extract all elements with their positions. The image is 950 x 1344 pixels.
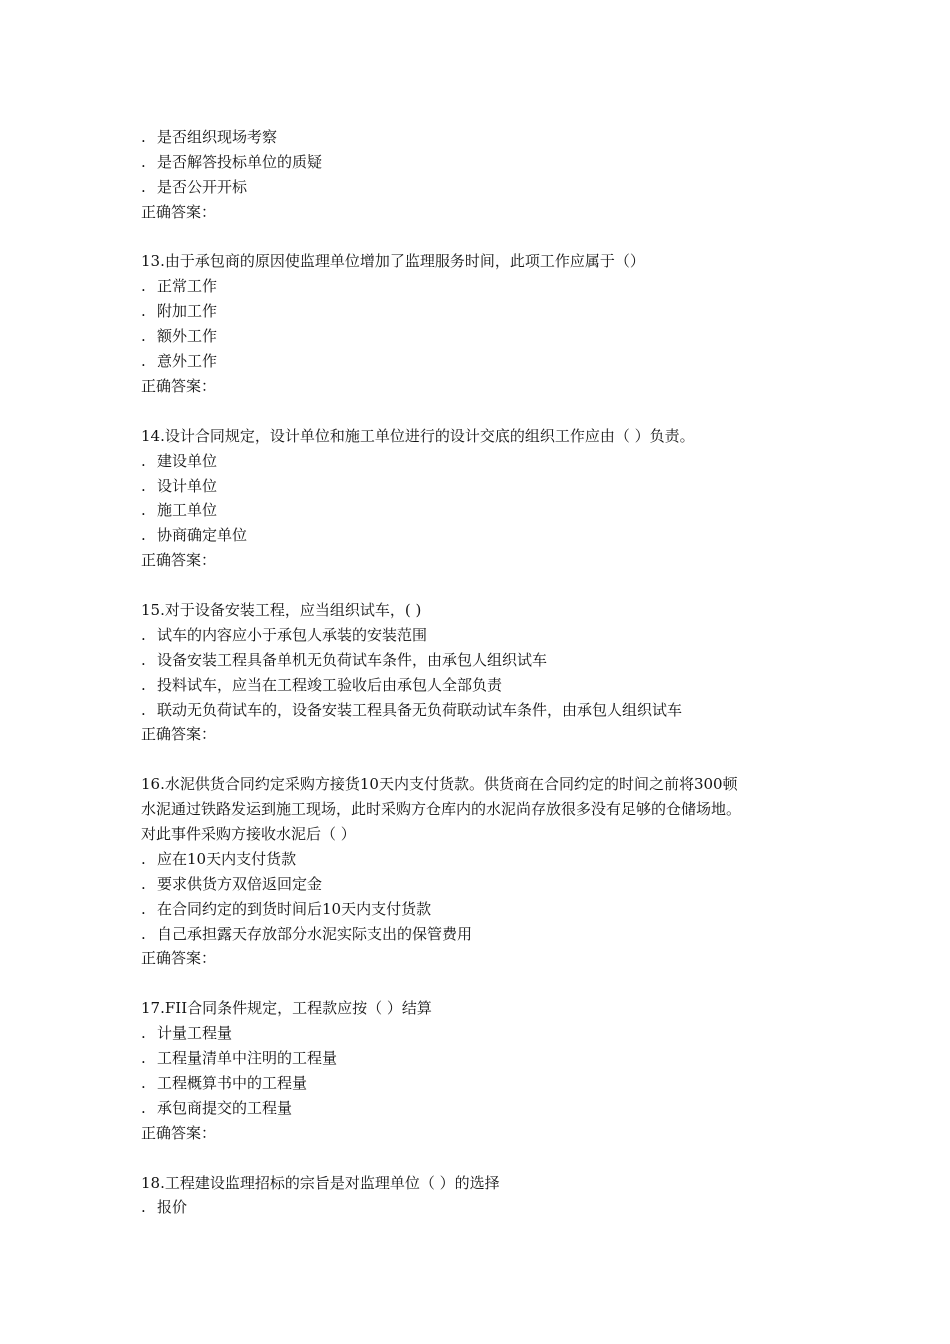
question-text: 16.水泥供货合同约定采购方接货10天内支付货款。供货商在合同约定的时间之前将300顿 xyxy=(141,775,738,794)
option-line: . 协商确定单位 xyxy=(141,526,248,545)
option-line: . 施工单位 xyxy=(141,501,218,520)
spacer xyxy=(141,225,821,250)
answer-label: 正确答案： xyxy=(141,551,217,570)
option-line: . 自己承担露天存放部分水泥实际支出的保管费用 xyxy=(141,924,473,943)
question-text: 17.FII合同条件规定，工程款应按（ ）结算 xyxy=(141,999,432,1018)
option-line: . 投料试车，应当在工程竣工验收后由承包人全部负责 xyxy=(141,675,503,694)
option-line: . 正常工作 xyxy=(141,277,218,296)
option-line: . 应在10天内支付货款 xyxy=(141,849,297,868)
answer-label: 正确答案： xyxy=(141,1123,217,1142)
option-line: . 是否解答投标单位的质疑 xyxy=(141,152,323,171)
option-line: . 附加工作 xyxy=(141,302,218,321)
question-text: 15.对于设备安装工程，应当组织试车，( ) xyxy=(141,600,422,619)
answer-label: 正确答案： xyxy=(141,949,217,968)
spacer xyxy=(141,399,821,424)
option-line: . 设备安装工程具备单机无负荷试车条件，由承包人组织试车 xyxy=(141,650,548,669)
answer-label: 正确答案： xyxy=(141,725,217,744)
option-line: . 工程概算书中的工程量 xyxy=(141,1073,308,1092)
option-line: . 报价 xyxy=(141,1198,188,1217)
question-12-tail xyxy=(141,125,821,225)
option-line: . 联动无负荷试车的，设备安装工程具备无负荷联动试车条件，由承包人组织试车 xyxy=(141,700,683,719)
option-line: . 试车的内容应小于承包人承装的安装范围 xyxy=(141,625,428,644)
option-line: . 是否公开开标 xyxy=(141,177,248,196)
option-line: . 意外工作 xyxy=(141,352,218,371)
question-text: 水泥通过铁路发运到施工现场，此时采购方仓库内的水泥尚存放很多没有足够的仓储场地。 xyxy=(141,800,742,819)
question-16 xyxy=(141,772,821,971)
question-14 xyxy=(141,424,821,573)
option-line: . 要求供货方双倍返回定金 xyxy=(141,874,323,893)
question-15 xyxy=(141,598,821,747)
question-13 xyxy=(141,249,821,398)
spacer xyxy=(141,747,821,772)
question-text: 对此事件采购方接收水泥后（ ） xyxy=(141,825,356,844)
option-line: . 建设单位 xyxy=(141,451,218,470)
option-line: . 承包商提交的工程量 xyxy=(141,1098,293,1117)
option-line: . 工程量清单中注明的工程量 xyxy=(141,1049,338,1068)
answer-label: 正确答案： xyxy=(141,376,217,395)
spacer xyxy=(141,971,821,996)
option-line: . 额外工作 xyxy=(141,327,218,346)
question-18 xyxy=(141,1171,821,1221)
question-text: 13.由于承包商的原因使监理单位增加了监理服务时间，此项工作应属于（） xyxy=(141,252,645,271)
option-line: . 是否组织现场考察 xyxy=(141,128,278,146)
option-line: . 设计单位 xyxy=(141,476,218,495)
option-line: . 计量工程量 xyxy=(141,1024,233,1043)
question-text: 18.工程建设监理招标的宗旨是对监理单位（ ）的选择 xyxy=(141,1173,500,1192)
answer-label: 正确答案： xyxy=(141,202,217,221)
document-page xyxy=(141,125,821,1220)
question-17 xyxy=(141,996,821,1145)
spacer xyxy=(141,573,821,598)
option-line: . 在合同约定的到货时间后10天内支付货款 xyxy=(141,899,432,918)
spacer xyxy=(141,1146,821,1171)
question-text: 14.设计合同规定，设计单位和施工单位进行的设计交底的组织工作应由（ ）负责。 xyxy=(141,426,695,445)
